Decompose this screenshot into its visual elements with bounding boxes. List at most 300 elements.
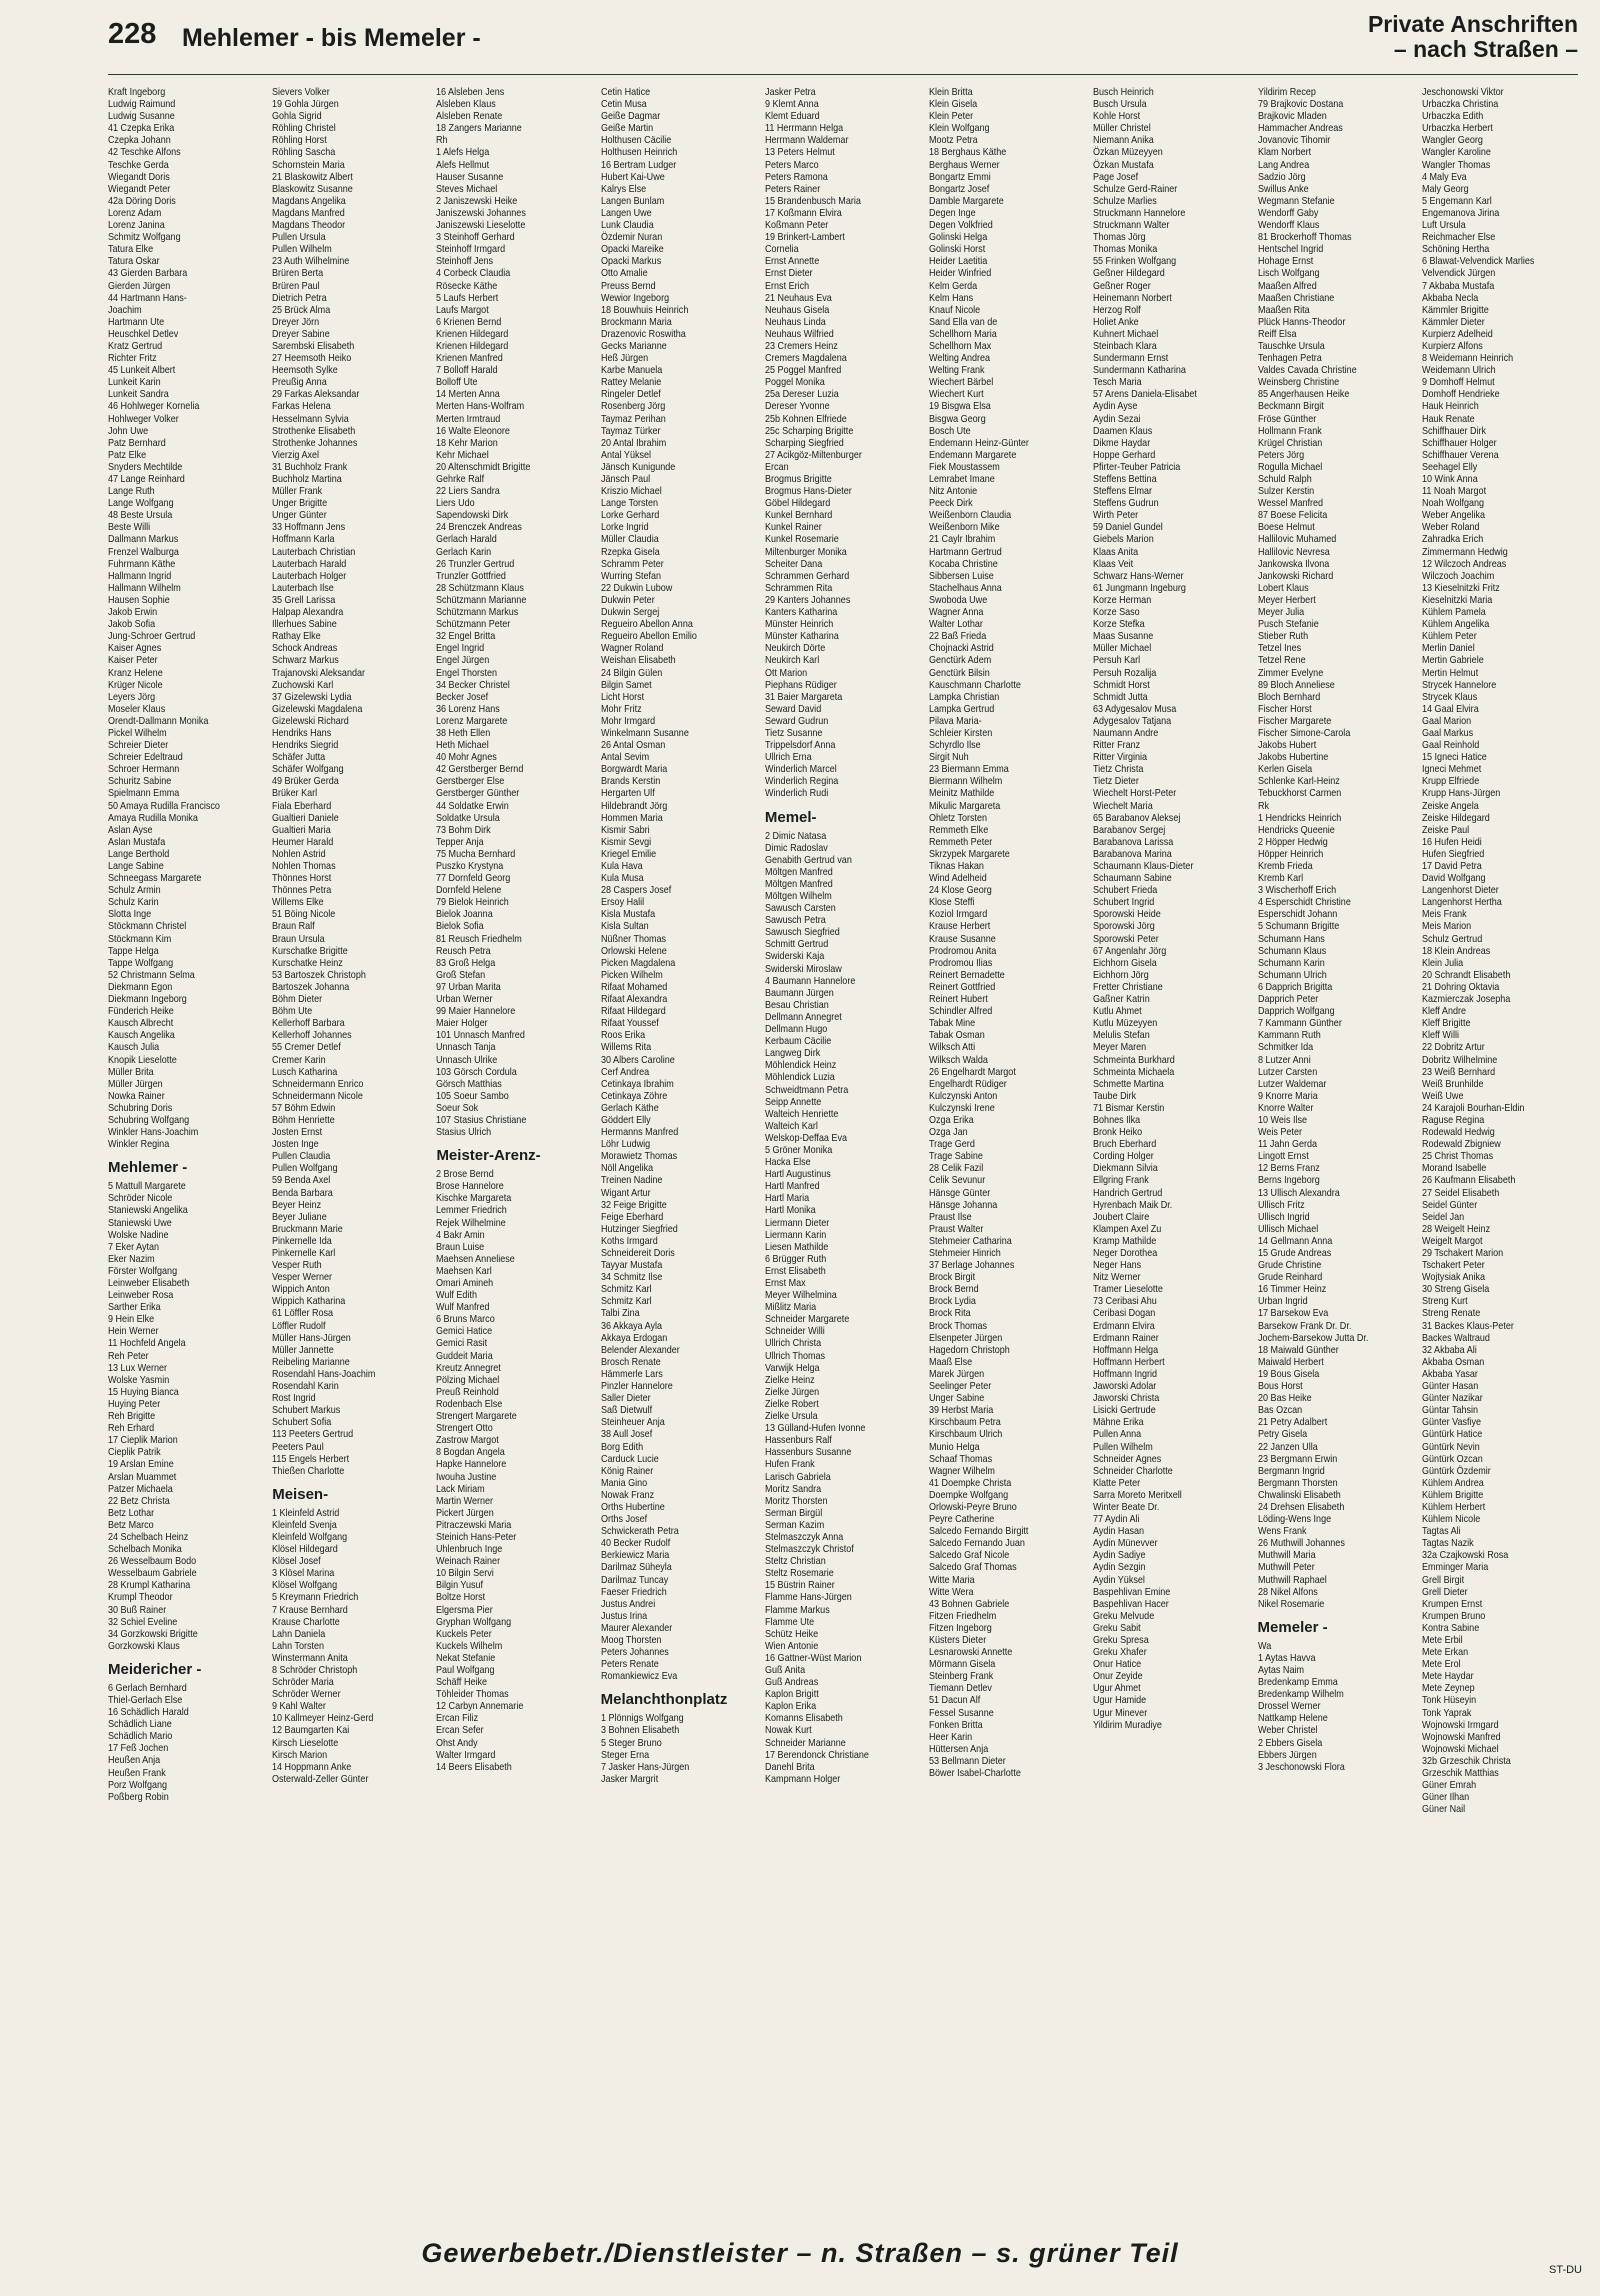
resident-entry: Hufen Siegfried: [1421, 847, 1485, 860]
resident-entry: Dreyer Sabine: [272, 327, 330, 340]
resident-entry: Pfirter-Teuber Patricia: [1093, 460, 1181, 473]
resident-entry: Heer Karin: [929, 1730, 973, 1743]
resident-entry: 8 Lutzer Anni: [1257, 1053, 1311, 1066]
resident-entry: Winderlich Rudi: [764, 787, 829, 800]
resident-entry: Stöckmann Christel: [108, 920, 187, 933]
resident-entry: David Wolfgang: [1421, 872, 1486, 885]
resident-entry: Ullrich Christa: [764, 1337, 822, 1350]
resident-entry: Walteich Henriette: [764, 1107, 839, 1120]
resident-entry: 17 Koßmann Elvira: [764, 206, 842, 219]
resident-entry: Steltz Rosemarie: [764, 1567, 834, 1580]
resident-entry: Esperschidt Johann: [1257, 908, 1337, 921]
resident-entry: Kohle Horst: [1093, 110, 1141, 123]
resident-entry: 21 Dohring Oktavia: [1421, 980, 1500, 993]
resident-entry: Puszko Krystyna: [436, 860, 504, 872]
footer-note: Gewerbebetr./Dienstleister – n. Straßen – s. grüner Teil: [421, 2238, 1179, 2268]
resident-entry: Ohletz Torsten: [929, 811, 988, 824]
resident-entry: Löding-Wens Inge: [1257, 1513, 1331, 1526]
resident-entry: Zielke Jürgen: [764, 1385, 820, 1398]
resident-entry: Wangler Karoline: [1421, 146, 1491, 159]
resident-entry: 77 Dornfeld Georg: [436, 872, 511, 885]
resident-entry: Carduck Lucie: [600, 1452, 659, 1465]
resident-entry: 7 Eker Aytan: [108, 1240, 160, 1253]
resident-entry: Schubert Sofia: [272, 1416, 332, 1429]
resident-entry: Kühlem Herbert: [1421, 1500, 1486, 1513]
resident-entry: Zastrow Margot: [436, 1434, 500, 1447]
resident-entry: 19 Gohla Jürgen: [272, 98, 339, 111]
resident-entry: Ludwig Susanne: [108, 110, 175, 123]
resident-entry: Tebuckhorst Carmen: [1257, 787, 1341, 800]
resident-entry: 57 Arens Daniela-Elisabet: [1093, 388, 1198, 401]
resident-entry: Pullen Wolfgang: [272, 1162, 338, 1175]
resident-entry: Krumpen Bruno: [1421, 1609, 1486, 1622]
resident-entry: Dapprich Peter: [1257, 993, 1318, 1006]
resident-entry: Welting Andrea: [929, 352, 991, 365]
resident-entry: Engel Thorsten: [436, 666, 498, 679]
resident-entry: Schneider Agnes: [1093, 1452, 1162, 1465]
resident-entry: 29 Kanters Johannes: [764, 593, 851, 606]
resident-entry: Schlenke Karl-Heinz: [1257, 775, 1340, 788]
resident-entry: Hartmann Gertrud: [929, 545, 1002, 558]
resident-entry: Dukwin Peter: [600, 593, 655, 606]
resident-entry: Lack Miriam: [436, 1482, 486, 1495]
resident-entry: 55 Frinken Wolfgang: [1093, 255, 1177, 268]
resident-entry: Kühlem Pamela: [1421, 606, 1486, 619]
resident-entry: Morand Isabelle: [1421, 1162, 1487, 1175]
resident-entry: Kühlem Peter: [1421, 630, 1477, 643]
resident-entry: Tagtas Ali: [1421, 1525, 1461, 1538]
resident-entry: Aydin Sezgin: [1093, 1561, 1146, 1574]
resident-entry: Weishan Elisabeth: [600, 654, 676, 667]
resident-entry: Tietz Susanne: [764, 726, 823, 739]
resident-entry: Cetin Hatice: [600, 86, 650, 98]
resident-entry: Krause Charlotte: [272, 1615, 340, 1628]
resident-entry: Brock Birgit: [929, 1271, 976, 1284]
resident-entry: Peeck Dirk: [929, 497, 973, 510]
resident-entry: Kühlem Brigitte: [1421, 1488, 1484, 1501]
resident-entry: Hartmann Ute: [108, 315, 165, 328]
resident-entry: Kisla Mustafa: [600, 908, 655, 921]
resident-entry: Schmidt Jutta: [1093, 690, 1149, 703]
resident-entry: Özkan Müzeyyen: [1093, 146, 1164, 159]
resident-entry: Nitz Antonie: [929, 485, 978, 498]
resident-entry: Lunkeit Sandra: [108, 388, 169, 401]
resident-entry: Tepper Anja: [436, 835, 485, 848]
resident-entry: Peeters Paul: [272, 1440, 324, 1453]
resident-entry: Hermanns Manfred: [600, 1126, 678, 1139]
resident-entry: Böhm Ute: [272, 1005, 313, 1018]
resident-entry: Kellerhoff Johannes: [272, 1029, 352, 1042]
resident-entry: Preuss Bernd: [600, 279, 656, 292]
resident-entry: Kratz Gertrud: [108, 339, 163, 352]
resident-entry: Degen Volkfried: [929, 219, 993, 232]
resident-entry: Wolske Nadine: [108, 1228, 169, 1241]
resident-entry: Lange Sabine: [108, 860, 164, 872]
resident-entry: Opacki Markus: [600, 255, 661, 268]
resident-entry: Guddeit Maria: [436, 1349, 494, 1362]
resident-entry: 42 Gerstberger Bernd: [436, 763, 524, 776]
resident-entry: Dietrich Petra: [272, 291, 327, 304]
resident-entry: Kausch Albrecht: [108, 1017, 174, 1030]
resident-entry: 6 Krienen Bernd: [436, 315, 502, 328]
resident-entry: Hohlweger Volker: [108, 412, 179, 425]
resident-entry: Sarther Erika: [108, 1301, 161, 1314]
resident-entry: Serman Kazim: [764, 1518, 825, 1531]
resident-entry: 25b Kohnen Elfriede: [764, 412, 847, 425]
resident-entry: Rifaat Alexandra: [600, 993, 667, 1006]
resident-entry: 7 Akbaba Mustafa: [1421, 279, 1495, 292]
resident-entry: Hallmann Wilhelm: [108, 581, 181, 594]
resident-entry: Schmeinta Michaela: [1093, 1065, 1175, 1078]
resident-entry: Zahradka Erich: [1421, 533, 1484, 546]
resident-entry: Schumann Karin: [1257, 956, 1325, 969]
resident-entry: 14 Gellmann Anna: [1257, 1234, 1332, 1247]
resident-entry: Pinzler Hannelore: [600, 1380, 673, 1393]
resident-entry: Onur Zeyide: [1093, 1670, 1144, 1683]
resident-entry: Wendorff Klaus: [1257, 219, 1319, 232]
resident-entry: Staniewski Angelika: [108, 1204, 188, 1217]
footer-code: ST-DU: [1549, 2264, 1582, 2276]
resident-entry: Engel Ingrid: [436, 642, 485, 655]
resident-entry: 37 Gizelewski Lydia: [272, 690, 352, 703]
resident-entry: Degen Inge: [929, 206, 976, 219]
resident-entry: Geßner Roger: [1093, 279, 1152, 292]
resident-entry: 31 Baier Margareta: [764, 690, 843, 703]
resident-entry: Gecks Marianne: [600, 339, 667, 352]
resident-entry: 7 Bolloff Harald: [436, 364, 499, 377]
resident-entry: Heußen Frank: [108, 1766, 166, 1779]
resident-entry: Belender Alexander: [600, 1343, 680, 1356]
resident-entry: Ugur Hamide: [1093, 1694, 1147, 1707]
resident-entry: 13 Ullisch Alexandra: [1257, 1186, 1340, 1199]
resident-entry: 19 Brinkert-Lambert: [764, 231, 845, 244]
resident-entry: Güner Ilhan: [1421, 1791, 1469, 1804]
resident-entry: Braun Luise: [436, 1240, 485, 1253]
resident-entry: 27 Acikgöz-Miltenburger: [764, 448, 862, 461]
resident-entry: 10 Wink Anna: [1421, 473, 1478, 485]
resident-entry: Borg Edith: [600, 1440, 643, 1453]
resident-entry: 37 Berlage Johannes: [929, 1259, 1015, 1272]
resident-entry: 15 Grude Andreas: [1257, 1247, 1331, 1259]
resident-entry: Golinski Horst: [929, 243, 986, 256]
resident-entry: Maaßen Rita: [1257, 303, 1310, 316]
resident-entry: Hämmerle Lars: [600, 1367, 663, 1380]
resident-entry: Kirschbaum Ulrich: [929, 1428, 1003, 1441]
resident-entry: Dornfeld Helene: [436, 884, 502, 897]
resident-entry: Brüren Berta: [272, 267, 324, 280]
resident-entry: 26 Kaufmann Elisabeth: [1421, 1174, 1516, 1187]
resident-entry: Treinen Nadine: [600, 1174, 663, 1187]
resident-entry: Hänsge Günter: [929, 1186, 991, 1199]
resident-entry: Lauterbach Holger: [272, 569, 347, 582]
resident-entry: Ohst Andy: [436, 1736, 479, 1749]
resident-entry: 5 Kreymann Friedrich: [272, 1591, 359, 1604]
resident-entry: Bredenkamp Wilhelm: [1257, 1688, 1344, 1701]
resident-entry: 42 Teschke Alfons: [108, 146, 181, 159]
resident-entry: 32 Feige Brigitte: [600, 1198, 667, 1211]
resident-entry: Jaworski Adolar: [1093, 1380, 1157, 1393]
resident-entry: Nowak Franz: [600, 1488, 654, 1501]
resident-entry: 5 Engemann Karl: [1421, 194, 1492, 207]
resident-entry: Strothenke Elisabeth: [272, 424, 356, 437]
resident-entry: Jakob Erwin: [108, 606, 158, 619]
resident-entry: Steinheuer Anja: [600, 1416, 665, 1429]
resident-entry: Schwarz Markus: [272, 654, 339, 667]
resident-entry: Bronk Heiko: [1093, 1126, 1143, 1139]
resident-entry: Urbaczka Christina: [1421, 98, 1499, 111]
resident-entry: Lunkeit Karin: [108, 376, 161, 389]
resident-entry: 26 Trunzler Gertrud: [436, 557, 515, 570]
resident-entry: Lampka Christian: [929, 690, 1000, 703]
resident-entry: Martin Werner: [436, 1494, 494, 1507]
resident-entry: Mete Erkan: [1421, 1646, 1468, 1659]
resident-entry: Weinsberg Christine: [1257, 376, 1339, 389]
resident-entry: Klein Gisela: [929, 98, 978, 111]
resident-entry: 12 Berns Franz: [1257, 1162, 1320, 1175]
resident-entry: Hassenburs Susanne: [764, 1446, 852, 1459]
resident-entry: Kisla Sultan: [600, 920, 649, 933]
street-heading: Memel-: [764, 808, 817, 826]
resident-entry: Urbaczka Edith: [1421, 110, 1484, 123]
resident-entry: Kriegel Emilie: [600, 847, 656, 860]
directory-column: [1422, 86, 1578, 2216]
resident-entry: Amaya Rudilla Monika: [108, 811, 198, 824]
resident-entry: Poßberg Robin: [108, 1790, 169, 1803]
resident-entry: 18 Zangers Marianne: [436, 122, 523, 135]
resident-entry: Wippich Anton: [272, 1283, 330, 1296]
resident-entry: Ercan: [764, 460, 789, 473]
resident-entry: Wewior Ingeborg: [600, 291, 669, 304]
resident-entry: Josten Ernst: [272, 1126, 323, 1139]
resident-entry: Varwijk Helga: [764, 1361, 820, 1374]
resident-entry: 11 Hochfeld Angela: [108, 1337, 186, 1350]
resident-entry: Liermann Dieter: [764, 1216, 830, 1229]
resident-entry: Göbel Hildegard: [764, 497, 831, 510]
resident-entry: 31 Buchholz Frank: [272, 460, 348, 473]
resident-entry: Meyer Herbert: [1257, 593, 1316, 606]
resident-entry: Zielke Heinz: [764, 1373, 815, 1386]
resident-entry: Hufen Frank: [764, 1458, 815, 1471]
resident-entry: 67 Angenlahr Jörg: [1093, 944, 1167, 957]
resident-entry: Jochem-Barsekow Jutta Dr.: [1257, 1331, 1368, 1344]
resident-entry: Wesselbaum Gabriele: [108, 1567, 197, 1580]
resident-entry: Gierden Jürgen: [108, 279, 171, 292]
resident-entry: Rzepka Gisela: [600, 545, 660, 558]
resident-entry: Thomas Monika: [1093, 243, 1158, 256]
resident-entry: 7 Krause Bernhard: [272, 1603, 349, 1616]
resident-entry: Willems Rita: [600, 1041, 651, 1054]
resident-entry: 33 Hoffmann Jens: [272, 521, 346, 534]
resident-entry: 8 Bogdan Angela: [436, 1446, 506, 1459]
resident-entry: Fitzen Ingeborg: [929, 1621, 992, 1634]
resident-entry: 25c Scharping Brigitte: [764, 424, 854, 437]
resident-entry: Lahn Daniela: [272, 1627, 326, 1640]
resident-entry: 22 Liers Sandra: [436, 485, 501, 498]
resident-entry: 2 Brose Bernd: [436, 1168, 495, 1181]
resident-entry: Maier Holger: [436, 1017, 489, 1030]
resident-entry: Schelbach Monika: [108, 1543, 182, 1556]
resident-entry: Grude Christine: [1257, 1259, 1321, 1272]
resident-entry: Schulze Gerd-Rainer: [1093, 182, 1178, 195]
resident-entry: Roos Erika: [600, 1029, 645, 1042]
resident-entry: 73 Ceribasi Ahu: [1093, 1295, 1158, 1308]
resident-entry: 22 Janzen Ulla: [1257, 1440, 1318, 1453]
resident-entry: Kammann Ruth: [1257, 1029, 1321, 1042]
resident-entry: 13 Kieselnitzki Fritz: [1421, 581, 1500, 594]
resident-entry: Fröse Günther: [1257, 412, 1316, 425]
resident-entry: 17 Berendonck Christiane: [764, 1748, 869, 1761]
resident-entry: Özdemir Nuran: [600, 231, 662, 244]
resident-entry: Berkiewicz Maria: [600, 1549, 669, 1562]
resident-entry: Fischer Margarete: [1257, 714, 1331, 727]
resident-entry: Heemsoth Sylke: [272, 364, 338, 377]
resident-entry: Meyer Maren: [1093, 1041, 1147, 1054]
section-label-line1: Private Anschriften: [1367, 11, 1578, 37]
resident-entry: Gualtieri Daniele: [272, 811, 339, 824]
resident-entry: 28 Krumpl Katharina: [108, 1579, 191, 1592]
resident-entry: 28 Caspers Josef: [600, 884, 671, 897]
resident-entry: 75 Mucha Bernhard: [436, 847, 516, 860]
resident-entry: Endemann Margarete: [929, 448, 1017, 461]
resident-entry: Kremb Frieda: [1257, 860, 1313, 872]
resident-entry: Swiderski Kaja: [764, 950, 825, 963]
resident-entry: Mete Zeynep: [1421, 1682, 1475, 1695]
resident-entry: Ringeler Detlef: [600, 388, 661, 401]
resident-entry: Biermann Wilhelm: [929, 775, 1003, 788]
resident-entry: Hartl Maria: [764, 1192, 810, 1205]
resident-entry: Daamen Klaus: [1093, 424, 1153, 437]
resident-entry: 3 Wischerhoff Erich: [1257, 884, 1336, 897]
resident-entry: Weber Roland: [1421, 521, 1480, 534]
resident-entry: 49 Brüker Gerda: [272, 775, 339, 788]
resident-entry: Gemici Rasit: [436, 1337, 488, 1350]
resident-entry: Uhlenbruch Inge: [436, 1543, 503, 1556]
resident-entry: Ullisch Fritz: [1257, 1198, 1305, 1211]
resident-entry: Heumer Harald: [272, 835, 334, 848]
resident-entry: Seipp Annette: [764, 1095, 822, 1108]
resident-entry: Steinhoff Irmgard: [436, 243, 506, 256]
resident-entry: 35 Grell Larissa: [272, 593, 336, 606]
resident-entry: Krienen Hildegard: [436, 327, 509, 340]
resident-entry: Rost Ingrid: [272, 1392, 316, 1405]
resident-entry: Pitraczewski Maria: [436, 1518, 512, 1531]
resident-entry: Grell Birgit: [1421, 1573, 1464, 1586]
resident-entry: Klatte Peter: [1093, 1476, 1141, 1489]
resident-entry: Wessel Manfred: [1257, 497, 1323, 510]
resident-entry: Krumpl Theodor: [108, 1591, 173, 1604]
resident-entry: Kulczynski Irene: [929, 1101, 995, 1114]
resident-entry: 11 Herrmann Helga: [764, 122, 844, 135]
resident-entry: Fessel Susanne: [929, 1706, 994, 1719]
resident-entry: Sarembski Elisabeth: [272, 339, 355, 352]
resident-entry: Kelm Hans: [929, 291, 974, 304]
resident-entry: Brosch Renate: [600, 1355, 661, 1368]
resident-entry: Mete Erbil: [1421, 1634, 1463, 1646]
resident-entry: Lorenz Janina: [108, 219, 165, 232]
resident-entry: 24 Schelbach Heinz: [108, 1530, 189, 1543]
resident-entry: 97 Urban Marita: [436, 980, 502, 993]
resident-entry: Brajkovic Mladen: [1257, 110, 1327, 123]
resident-entry: Luft Ursula: [1421, 219, 1466, 232]
resident-entry: Thiel-Gerlach Else: [108, 1694, 183, 1706]
resident-entry: Krupp Hans-Jürgen: [1421, 787, 1501, 800]
resident-entry: Schock Andreas: [272, 642, 338, 655]
resident-entry: Otto Amalie: [600, 267, 648, 280]
resident-entry: Petry Gisela: [1257, 1428, 1307, 1441]
resident-entry: 24 Bilgin Gülen: [600, 666, 662, 679]
resident-entry: 5 Gröner Monika: [764, 1143, 833, 1156]
resident-entry: Tatura Oskar: [108, 255, 160, 268]
resident-entry: Streng Kurt: [1421, 1295, 1468, 1308]
resident-entry: Kanters Katharina: [764, 606, 838, 619]
resident-entry: Löhr Ludwig: [600, 1138, 650, 1151]
resident-entry: 4 Baumann Hannelore: [764, 974, 856, 987]
resident-entry: Kulczynski Anton: [929, 1089, 998, 1102]
resident-entry: 27 Seidel Elisabeth: [1421, 1186, 1500, 1199]
resident-entry: Lisch Wolfgang: [1257, 267, 1320, 280]
resident-entry: Günter Hasan: [1421, 1380, 1478, 1393]
resident-entry: Seidel Günter: [1421, 1198, 1477, 1211]
resident-entry: Kühlem Andrea: [1421, 1476, 1484, 1489]
resident-entry: Gizelewski Magdalena: [272, 702, 363, 715]
resident-entry: Weis Peter: [1257, 1126, 1302, 1139]
resident-entry: Seelinger Peter: [929, 1380, 992, 1393]
resident-entry: Dreyer Jörn: [272, 315, 320, 328]
resident-entry: 3 Klösel Marina: [272, 1567, 335, 1580]
resident-entry: Schrammen Rita: [764, 581, 833, 594]
resident-entry: Schmeinta Burkhard: [1093, 1053, 1176, 1066]
resident-entry: Geiße Dagmar: [600, 110, 660, 123]
resident-entry: Sulzer Kerstin: [1257, 485, 1314, 498]
resident-entry: Benda Barbara: [272, 1186, 333, 1199]
resident-entry: Leinweber Elisabeth: [108, 1277, 190, 1289]
resident-entry: 39 Herbst Maria: [929, 1404, 994, 1417]
resident-entry: Kehr Michael: [436, 448, 490, 461]
resident-entry: Wigant Artur: [600, 1186, 651, 1199]
resident-entry: Feige Eberhard: [600, 1210, 663, 1223]
resident-entry: Wippich Katharina: [272, 1295, 346, 1308]
resident-entry: Streng Renate: [1421, 1307, 1481, 1320]
resident-entry: Fonken Britta: [929, 1718, 983, 1731]
resident-entry: Erdmann Rainer: [1093, 1331, 1160, 1344]
resident-entry: Maaßen Alfred: [1257, 279, 1317, 292]
resident-entry: Iwouha Justine: [436, 1470, 497, 1483]
resident-entry: Güntürk Özdemir: [1421, 1464, 1491, 1477]
resident-entry: Krügel Christian: [1257, 436, 1322, 449]
resident-entry: Rodenbach Else: [436, 1397, 503, 1410]
resident-entry: Stehmeier Hinrich: [929, 1247, 1001, 1259]
resident-entry: Ugur Ahmet: [1093, 1682, 1142, 1695]
resident-entry: 4 Maly Eva: [1421, 170, 1467, 183]
resident-entry: Schneidermann Nicole: [272, 1089, 364, 1102]
resident-entry: Tabak Mine: [929, 1017, 976, 1030]
resident-entry: Peters Ramona: [764, 170, 828, 183]
resident-entry: 4 Corbeck Claudia: [436, 267, 511, 280]
resident-entry: Fiek Moustassem: [929, 460, 1000, 473]
resident-entry: Ullrich Thomas: [764, 1349, 825, 1362]
resident-entry: Aydin Sadiye: [1093, 1549, 1146, 1562]
resident-entry: Klein Peter: [929, 110, 974, 123]
resident-entry: Schöning Hertha: [1421, 243, 1490, 256]
resident-entry: Muthwill Raphael: [1257, 1573, 1327, 1586]
resident-entry: Rejek Wilhelmine: [436, 1216, 507, 1229]
resident-entry: Rogulla Michael: [1257, 460, 1322, 473]
resident-entry: Lorenz Adam: [108, 206, 162, 219]
resident-entry: Kaiser Peter: [108, 654, 158, 667]
resident-entry: Wulf Manfred: [436, 1301, 490, 1314]
resident-entry: Justus Andrei: [600, 1597, 655, 1610]
resident-entry: Klösel Wolfgang: [272, 1579, 338, 1592]
